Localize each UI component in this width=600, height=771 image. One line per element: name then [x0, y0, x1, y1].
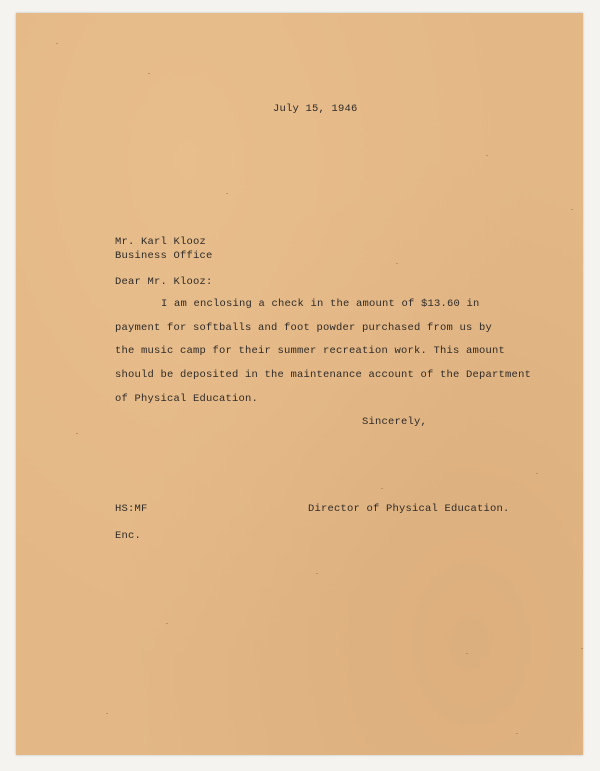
paper-speck: [56, 43, 58, 44]
paper-speck: [166, 623, 168, 624]
paper-speck: [106, 713, 108, 714]
paper-speck: [381, 488, 383, 489]
signature-title: Director of Physical Education.: [308, 503, 510, 515]
body-line: the music camp for their summer recreation work. This amount: [115, 345, 506, 357]
body-line: payment for softballs and foot powder purchased from us by: [115, 322, 493, 334]
paper-speck: [516, 733, 518, 734]
body-line: should be deposited in the maintenance account of the Department: [115, 369, 532, 381]
body-line: of Physical Education.: [115, 393, 259, 405]
paper-speck: [396, 263, 398, 264]
paper-speck: [76, 433, 78, 434]
closing: Sincerely,: [362, 416, 428, 428]
paper-speck: [571, 209, 573, 210]
recipient-office: Business Office: [115, 250, 213, 262]
paper-speck: [148, 73, 150, 74]
paper-speck: [466, 653, 468, 654]
body-line: I am enclosing a check in the amount of $13.60 in: [161, 298, 480, 310]
letter-page: [16, 13, 583, 755]
paper-speck: [486, 155, 488, 156]
salutation: Dear Mr. Klooz:: [115, 276, 213, 288]
recipient-name: Mr. Karl Klooz: [115, 236, 207, 248]
typist-initials: HS:MF: [115, 503, 148, 515]
paper-speck: [536, 473, 538, 474]
paper-speck: [581, 648, 583, 649]
paper-speck: [226, 193, 228, 194]
enclosure-note: Enc.: [115, 530, 142, 542]
letter-date: July 15, 1946: [273, 103, 358, 115]
paper-speck: [316, 573, 318, 574]
